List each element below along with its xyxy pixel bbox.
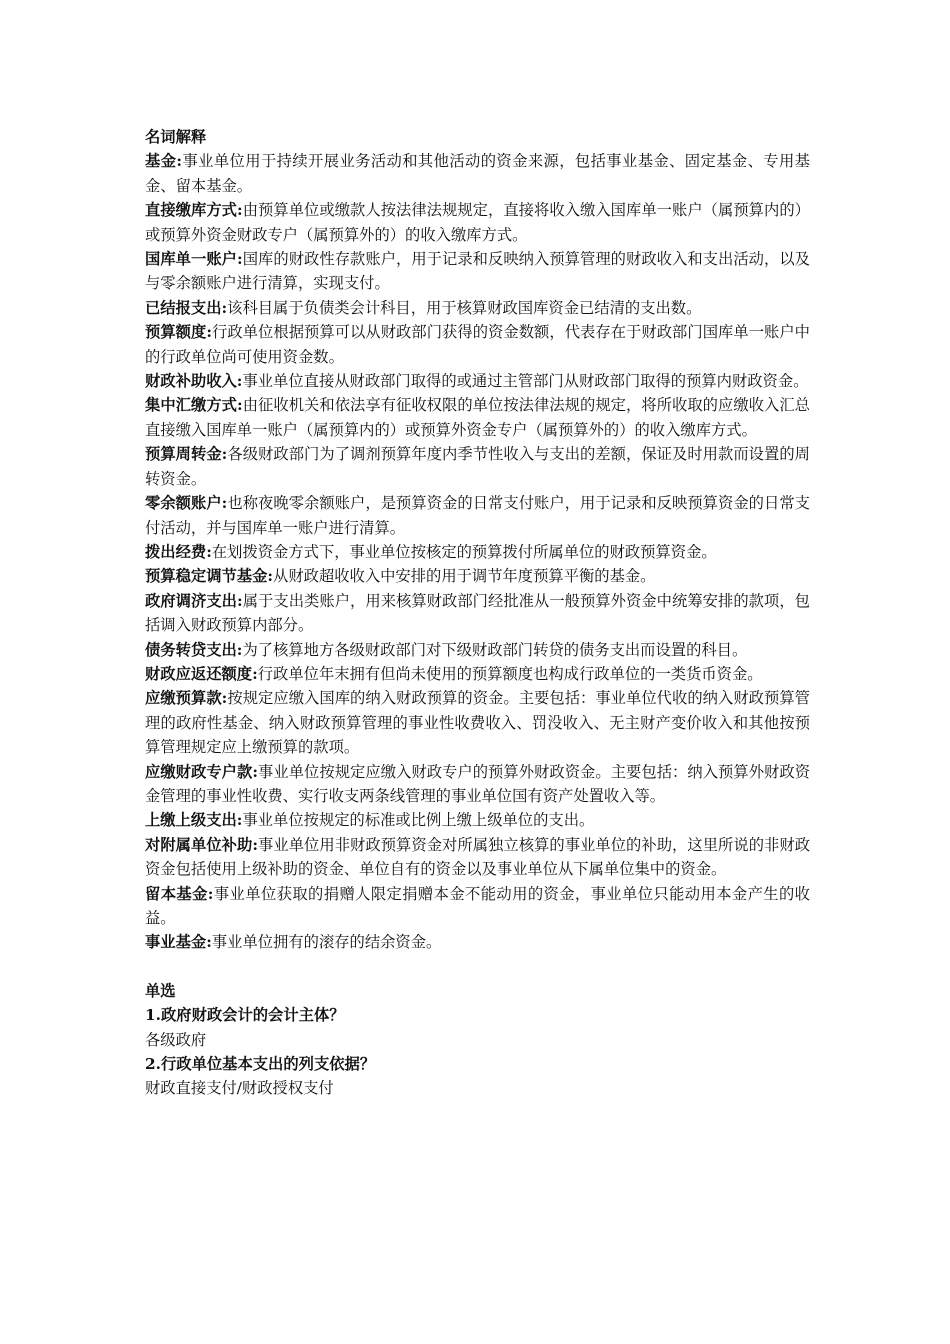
term-separator: :	[207, 884, 214, 903]
glossary-entry	[145, 149, 810, 198]
glossary-term: 已结报支出	[145, 298, 222, 317]
glossary-definition: 为了核算地方各级财政部门对下级财政部门转贷的债务支出而设置的科目。	[242, 640, 748, 659]
glossary-entry	[145, 393, 810, 442]
term-separator: :	[252, 664, 258, 683]
glossary-definition: 事业单位按规定应缴入财政专户的预算外财政资金。主要包括：纳入预算外财政资金管理的事业性收费、实行收支两条线管理的事业单位国有资产处置收入等。	[145, 762, 810, 805]
glossary-definition: 属于支出类账户，用来核算财政部门经批准从一般预算外资金中统筹安排的款项，包括调入财政预算内部分。	[145, 591, 810, 635]
glossary-term: 事业基金	[145, 933, 207, 952]
glossary-entry	[145, 760, 810, 809]
glossary-entry	[145, 808, 810, 832]
glossary-term: 上缴上级支出	[145, 811, 237, 830]
term-separator: :	[252, 762, 258, 781]
glossary-entry	[145, 198, 810, 247]
glossary-entry	[145, 442, 810, 491]
glossary-term: 直接缴库方式	[145, 201, 237, 220]
glossary-term: 国库单一账户	[145, 250, 237, 269]
term-separator: :	[237, 396, 243, 415]
term-separator: :	[206, 542, 212, 561]
glossary-definition: 在划拨资金方式下，事业单位按核定的预算拨付所属单位的财政预算资金。	[211, 542, 717, 561]
glossary-term: 留本基金	[145, 884, 208, 903]
glossary-definition: 事业单位获取的捐赠人限定捐赠本金不能动用的资金，事业单位只能动用本金产生的收益。	[145, 884, 810, 927]
term-separator: :	[206, 323, 212, 342]
glossary-entry	[145, 589, 810, 638]
glossary-definition: 国库的财政性存款账户，用于记录和反映纳入预算管理的财政收入和支出活动，以及与零余额账户进行清算，实现支付。	[145, 250, 810, 293]
term-separator: :	[176, 152, 183, 171]
glossary-entry	[145, 686, 810, 759]
glossary-definition: 各级财政部门为了调剂预算年度内季节性收入与支出的差额，保证及时用款而设置的周转资金。	[145, 445, 810, 488]
question-list	[145, 1003, 810, 1101]
term-separator: :	[237, 201, 243, 220]
glossary-entry	[145, 247, 810, 296]
glossary-term: 应缴预算款	[145, 689, 222, 708]
glossary-heading: 名词解释	[145, 128, 207, 146]
term-separator: :	[221, 689, 228, 708]
glossary-entry	[145, 662, 810, 686]
glossary-definition: 事业单位用非财政预算资金对所属独立核算的事业单位的补助，这里所说的非财政资金包括使用上级补助的资金、单位自有的资金以及事业单位从下属单位集中的资金。	[145, 835, 810, 879]
term-separator: :	[221, 298, 228, 317]
glossary-entry	[145, 540, 810, 564]
answer-text: 各级政府	[145, 1030, 207, 1049]
glossary-term: 政府调济支出	[145, 591, 237, 610]
glossary-entry	[145, 369, 810, 393]
glossary-term: 零余额账户	[145, 494, 222, 513]
glossary-term: 基金	[145, 152, 177, 171]
term-separator: :	[267, 567, 274, 586]
glossary-term: 对附属单位补助	[145, 835, 253, 854]
glossary-definition: 事业单位按规定的标准或比例上缴上级单位的支出。	[242, 811, 595, 830]
glossary-definition: 事业单位用于持续开展业务活动和其他活动的资金来源，包括事业基金、固定基金、专用基金、留本基金。	[145, 152, 810, 195]
glossary-definition: 从财政超收收入中安排的用于调节年度预算平衡的基金。	[273, 567, 656, 586]
glossary-definition: 该科目属于负债类会计科目，用于核算财政国库资金已结清的支出数。	[227, 298, 702, 317]
glossary-term: 财政应返还额度	[145, 664, 253, 683]
term-separator: :	[237, 250, 243, 269]
glossary-list	[145, 149, 810, 954]
question-text: 2.行政单位基本支出的列支依据？	[145, 1055, 376, 1074]
glossary-term: 预算周转金	[145, 445, 222, 464]
section-spacer	[145, 955, 810, 979]
glossary-entry	[145, 320, 810, 369]
glossary-definition: 事业单位拥有的滚存的结余资金。	[211, 933, 442, 952]
glossary-term: 拨出经费	[145, 542, 207, 561]
glossary-term: 预算额度	[145, 323, 207, 342]
term-separator: :	[221, 445, 228, 464]
glossary-definition: 事业单位直接从财政部门取得的或通过主管部门从财政部门取得的预算内财政资金。	[242, 372, 809, 391]
glossary-definition: 行政单位根据预算可以从财政部门获得的资金数额，代表存在于财政部门国库单一账户中的行政单位尚可使用资金数。	[145, 323, 810, 366]
glossary-entry	[145, 833, 810, 882]
glossary-definition: 按规定应缴入国库的纳入财政预算的资金。主要包括：事业单位代收的纳入财政预算管理的政府性基金、纳入财政预算管理的事业性收费收入、罚没收入、无主财产变价收入和其他按预算管理规定应上缴预算的款项。	[145, 689, 810, 757]
term-separator: :	[236, 640, 243, 659]
single-choice-heading: 单选	[145, 981, 176, 1000]
glossary-definition: 也称夜晚零余额账户，是预算资金的日常支付账户，用于记录和反映预算资金的日常支付活动，并与国库单一账户进行清算。	[145, 494, 810, 537]
glossary-term: 债务转贷支出	[145, 640, 237, 659]
glossary-entry	[145, 638, 810, 662]
glossary-term: 财政补助收入	[145, 372, 237, 391]
term-separator: :	[221, 494, 228, 513]
glossary-definition: 行政单位年末拥有但尚未使用的预算额度也构成行政单位的一类货币资金。	[257, 664, 763, 683]
glossary-term: 预算稳定调节基金	[145, 567, 268, 586]
document-page	[145, 125, 810, 1101]
glossary-definition: 由征收机关和依法享有征收权限的单位按法律法规的规定，将所收取的应缴收入汇总直接缴入国库单一账户（属预算内的）或预算外资金专户（属预算外的）的收入缴库方式。	[145, 396, 810, 439]
glossary-term: 集中汇缴方式	[145, 396, 237, 415]
glossary-term: 应缴财政专户款	[145, 762, 253, 781]
answer-text: 财政直接支付/财政授权支付	[145, 1079, 334, 1098]
glossary-definition: 由预算单位或缴款人按法律法规规定，直接将收入缴入国库单一账户（属预算内的）或预算外资金财政专户（属预算外的）的收入缴库方式。	[145, 201, 810, 244]
glossary-entry	[145, 930, 810, 954]
glossary-entry	[145, 491, 810, 540]
term-separator: :	[206, 933, 212, 952]
glossary-entry	[145, 564, 810, 588]
glossary-entry	[145, 296, 810, 320]
term-separator: :	[252, 835, 258, 854]
glossary-entry	[145, 882, 810, 931]
question-text: 1.政府财政会计的会计主体？	[145, 1006, 345, 1025]
term-separator: :	[236, 372, 243, 391]
term-separator: :	[236, 811, 243, 830]
term-separator: :	[237, 591, 243, 610]
